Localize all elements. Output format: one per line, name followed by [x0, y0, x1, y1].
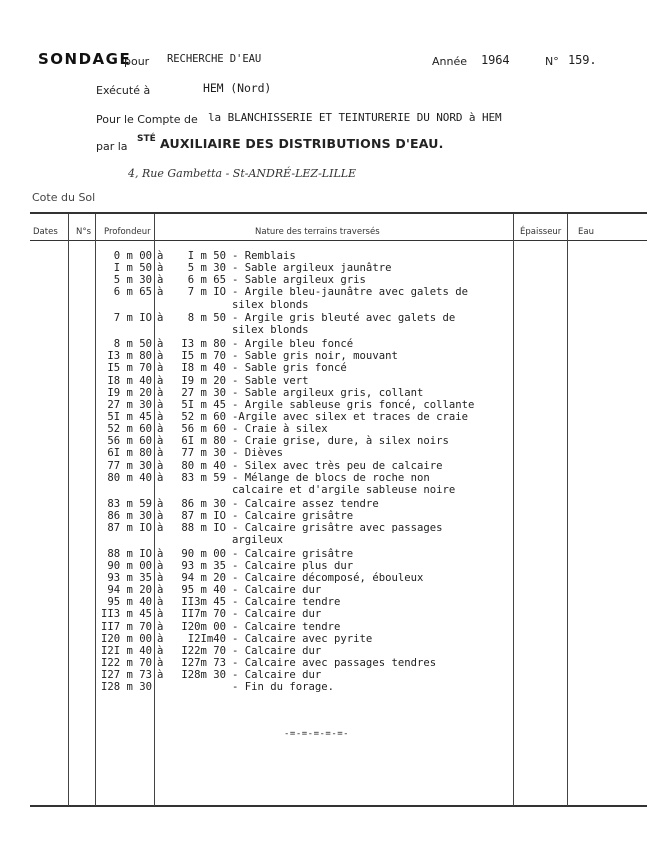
table-row — [0, 375, 647, 387]
depth-to: I28m 30 — [181, 669, 226, 682]
depth-from: 94 m 20 — [107, 584, 152, 597]
depth-separator: à — [157, 521, 164, 534]
terrain-description: - Calcaire plus dur — [232, 559, 354, 572]
depth-to: I2Im40 — [187, 632, 226, 645]
execute-value: HEM (Nord) — [203, 81, 272, 95]
terrain-description: - Sable argileux jaunâtre — [232, 262, 392, 275]
table-row — [0, 645, 647, 657]
table-row — [0, 362, 647, 374]
depth-to: 93 m 35 — [181, 559, 226, 572]
table-row — [0, 608, 647, 620]
table-row — [0, 584, 647, 596]
depth-separator: à — [157, 509, 164, 522]
table-row — [0, 411, 647, 423]
terrain-description: - Argile gris bleuté avec galets de — [232, 312, 456, 325]
depth-from: I28 m 30 — [100, 681, 152, 694]
depth-from: I5 m 70 — [107, 362, 152, 375]
depth-from: 87 m IO — [107, 521, 152, 534]
depth-separator: à — [157, 362, 164, 375]
terrain-description: - Fin du forage. — [232, 681, 335, 694]
table-row — [0, 633, 647, 645]
depth-to: I5 m 70 — [181, 350, 226, 363]
document-title: SONDAGE — [38, 50, 132, 68]
depth-from: I9 m 20 — [107, 386, 152, 399]
pour-label: pour — [124, 55, 150, 68]
depth-from: II3 m 45 — [100, 608, 152, 621]
depth-to: 5 m 30 — [187, 262, 226, 275]
depth-from: 93 m 35 — [107, 571, 152, 584]
terrain-description: - Silex avec très peu de calcaire — [232, 459, 443, 472]
terrain-description: - Argile sableuse gris foncé, collante — [232, 398, 475, 411]
depth-separator: à — [157, 632, 164, 645]
depth-to: 90 m 00 — [181, 547, 226, 560]
table-row — [0, 350, 647, 362]
depth-from: 88 m IO — [107, 547, 152, 560]
depth-separator: à — [157, 350, 164, 363]
depth-to: 7 m IO — [187, 286, 226, 299]
depth-from: 77 m 30 — [107, 459, 152, 472]
terrain-description: - Craie grise, dure, à silex noirs — [232, 435, 449, 448]
depth-separator: à — [157, 250, 164, 262]
table-row — [0, 262, 647, 274]
depth-to: I27m 73 — [181, 656, 226, 669]
depth-from: I2I m 40 — [100, 644, 152, 657]
depth-from: 56 m 60 — [107, 435, 152, 448]
terrain-description: - Calcaire avec passages tendres — [232, 656, 437, 669]
depth-to: 86 m 30 — [181, 497, 226, 510]
depth-to: II7m 70 — [181, 608, 226, 621]
terrain-description: - Calcaire dur — [232, 669, 322, 682]
depth-separator: à — [157, 584, 164, 597]
terrain-description: - Sable gris noir, mouvant — [232, 350, 398, 363]
depth-from: II7 m 70 — [100, 620, 152, 633]
depth-to: 87 m IO — [181, 509, 226, 522]
depth-from: I20 m 00 — [100, 632, 152, 645]
table-row — [0, 657, 647, 669]
terrain-description: - Calcaire grisâtre — [232, 547, 354, 560]
depth-to: 56 m 60 — [181, 423, 226, 436]
depth-to: I8 m 40 — [181, 362, 226, 375]
depth-separator: à — [157, 447, 164, 460]
depth-from: 86 m 30 — [107, 509, 152, 522]
terrain-description: - Calcaire décomposé, ébouleux — [232, 571, 424, 584]
depth-separator: à — [157, 608, 164, 621]
compte-label: Pour le Compte de — [96, 113, 198, 126]
table-row — [0, 471, 647, 496]
depth-separator: à — [157, 656, 164, 669]
depth-from: 5 m 30 — [113, 274, 152, 287]
depth-from: I m 50 — [113, 262, 152, 275]
depth-to: 88 m IO — [181, 521, 226, 534]
depth-to: 6 m 65 — [187, 274, 226, 287]
terrain-description: - Calcaire avec pyrite — [232, 632, 373, 645]
depth-separator: à — [157, 374, 164, 387]
table-row — [0, 669, 647, 681]
terrain-description: -Argile avec silex et traces de craie — [232, 410, 468, 423]
column-header-epaisseur: Épaisseur — [520, 227, 562, 237]
table-row — [0, 435, 647, 447]
depth-separator: à — [157, 571, 164, 584]
depth-separator: à — [157, 338, 164, 351]
depth-to: 80 m 40 — [181, 459, 226, 472]
depth-separator: à — [157, 312, 164, 325]
terrain-description: silex blonds — [232, 298, 309, 311]
table-row — [0, 560, 647, 572]
column-header-numero: N°s — [76, 227, 92, 237]
terrain-description: - Argile bleu-jaunâtre avec galets de — [232, 286, 468, 299]
table-row — [0, 548, 647, 560]
table-row — [0, 521, 647, 546]
depth-from: 95 m 40 — [107, 596, 152, 609]
table-bottom-rule — [30, 805, 647, 807]
terrain-description: - Sable argileux gris, collant — [232, 386, 424, 399]
depth-to: I9 m 20 — [181, 374, 226, 387]
depth-separator: à — [157, 471, 164, 484]
depth-from: I3 m 80 — [107, 350, 152, 363]
depth-from: 0 m 00 — [113, 250, 152, 262]
terrain-description: - Calcaire dur — [232, 608, 322, 621]
depth-from: 52 m 60 — [107, 423, 152, 436]
column-header-dates: Dates — [33, 227, 58, 237]
terrain-description: - Calcaire grisâtre avec passages — [232, 521, 443, 534]
purpose-value: RECHERCHE D'EAU — [167, 53, 262, 65]
company-name: AUXILIAIRE DES DISTRIBUTIONS D'EAU. — [160, 136, 444, 151]
depth-to: 83 m 59 — [181, 471, 226, 484]
depth-separator: à — [157, 497, 164, 510]
depth-separator: à — [157, 644, 164, 657]
depth-from: 80 m 40 — [107, 471, 152, 484]
depth-separator: à — [157, 410, 164, 423]
terrain-description: - Calcaire tendre — [232, 620, 341, 633]
annee-label: Année — [432, 55, 468, 68]
depth-from: 7 m IO — [113, 312, 152, 325]
depth-to: I20m 00 — [181, 620, 226, 633]
terrain-description: - Calcaire tendre — [232, 596, 341, 609]
depth-separator: à — [157, 547, 164, 560]
end-mark: -=-=-=-=-=- — [284, 729, 350, 739]
annee-value: 1964 — [481, 53, 510, 67]
table-header-rule — [30, 240, 647, 241]
execute-label: Exécuté à — [96, 84, 151, 97]
company-prefix: STÉ — [137, 134, 156, 144]
depth-separator: à — [157, 669, 164, 682]
table-row — [0, 621, 647, 633]
depth-from: 5I m 45 — [107, 410, 152, 423]
terrain-description: - Argile bleu foncé — [232, 338, 354, 351]
table-row — [0, 498, 647, 510]
depth-separator: à — [157, 459, 164, 472]
depth-from: 90 m 00 — [107, 559, 152, 572]
table-row — [0, 423, 647, 435]
depth-to: 94 m 20 — [181, 571, 226, 584]
terrain-description: - Craie à silex — [232, 423, 328, 436]
depth-from: I22 m 70 — [100, 656, 152, 669]
table-row — [0, 460, 647, 472]
terrain-description: - Dièves — [232, 447, 284, 460]
numero-value: 159. — [568, 53, 597, 67]
table-row — [0, 387, 647, 399]
column-header-eau: Eau — [578, 227, 594, 237]
depth-to: 8 m 50 — [187, 312, 226, 325]
table-row — [0, 250, 647, 262]
depth-separator: à — [157, 435, 164, 448]
terrain-description: - Remblais — [232, 250, 296, 262]
terrain-description: calcaire et d'argile sableuse noire — [232, 483, 456, 496]
table-row — [0, 274, 647, 286]
terrain-description: argileux — [232, 533, 284, 546]
par-label: par la — [96, 140, 128, 153]
depth-to: 27 m 30 — [181, 386, 226, 399]
depth-separator: à — [157, 559, 164, 572]
table-row — [0, 572, 647, 584]
depth-to: 52 m 60 — [181, 410, 226, 423]
depth-to: I m 50 — [187, 250, 226, 262]
depth-to: 5I m 45 — [181, 398, 226, 411]
depth-from: 6 m 65 — [113, 286, 152, 299]
table-row — [0, 681, 647, 693]
terrain-description: - Calcaire dur — [232, 584, 322, 597]
depth-separator: à — [157, 262, 164, 275]
company-address: 4, Rue Gambetta - St-ANDRÉ-LEZ-LILLE — [128, 167, 357, 180]
column-header-nature: Nature des terrains traversés — [255, 227, 380, 237]
terrain-description: - Calcaire dur — [232, 644, 322, 657]
column-header-profondeur: Profondeur — [104, 227, 151, 237]
depth-to: I3 m 80 — [181, 338, 226, 351]
depth-separator: à — [157, 398, 164, 411]
depth-from: I27 m 73 — [100, 669, 152, 682]
depth-separator: à — [157, 423, 164, 436]
depth-separator: à — [157, 274, 164, 287]
table-top-rule — [30, 212, 647, 214]
table-row — [0, 596, 647, 608]
depth-to: I22m 70 — [181, 644, 226, 657]
depth-separator: à — [157, 620, 164, 633]
terrain-description: - Calcaire assez tendre — [232, 497, 379, 510]
table-row — [0, 312, 647, 337]
depth-from: 83 m 59 — [107, 497, 152, 510]
terrain-description: silex blonds — [232, 324, 309, 337]
depth-to: 6I m 80 — [181, 435, 226, 448]
table-row — [0, 338, 647, 350]
depth-separator: à — [157, 596, 164, 609]
depth-to: 77 m 30 — [181, 447, 226, 460]
depth-separator: à — [157, 386, 164, 399]
terrain-description: - Sable vert — [232, 374, 309, 387]
terrain-description: - Mélange de blocs de roche non — [232, 471, 430, 484]
table-row — [0, 399, 647, 411]
compte-value: la BLANCHISSERIE ET TEINTURERIE DU NORD à HEM — [208, 111, 502, 124]
depth-from: 27 m 30 — [107, 398, 152, 411]
depth-from: I8 m 40 — [107, 374, 152, 387]
table-row — [0, 286, 647, 311]
depth-to: II3m 45 — [181, 596, 226, 609]
depth-separator: à — [157, 286, 164, 299]
terrain-description: - Sable gris foncé — [232, 362, 347, 375]
cote-du-sol-label: Cote du Sol — [32, 191, 96, 204]
table-row — [0, 447, 647, 459]
terrain-description: - Calcaire grisâtre — [232, 509, 354, 522]
table-row — [0, 510, 647, 522]
terrain-description: - Sable argileux gris — [232, 274, 366, 287]
numero-label: N° — [545, 55, 559, 68]
depth-to: 95 m 40 — [181, 584, 226, 597]
depth-from: 8 m 50 — [113, 338, 152, 351]
depth-from: 6I m 80 — [107, 447, 152, 460]
